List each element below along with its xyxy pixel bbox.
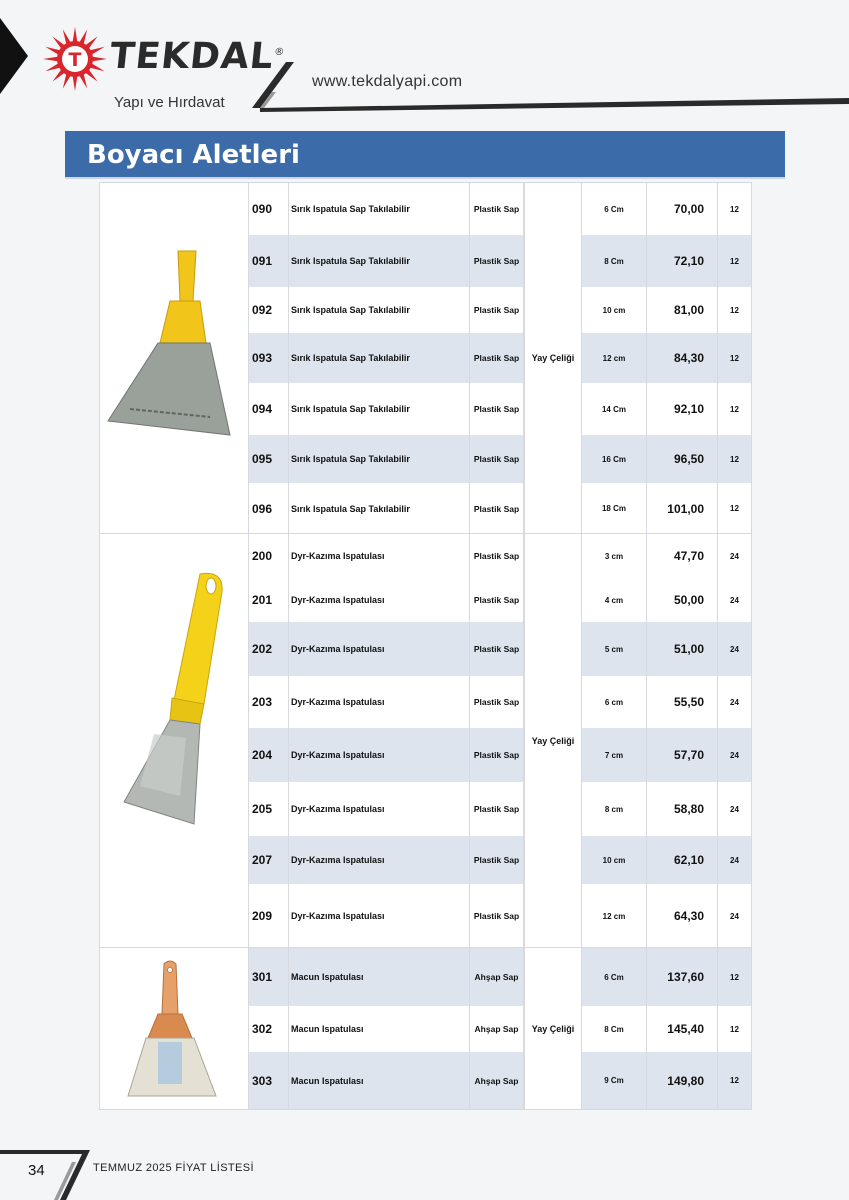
box-quantity: 12 xyxy=(730,454,739,464)
blade-size: 6 Cm xyxy=(582,948,647,1006)
brand-name: TEKDAL® xyxy=(107,36,286,77)
blade-size: 6 cm xyxy=(582,676,647,728)
page-number: 34 xyxy=(28,1162,45,1179)
price: 84,30 xyxy=(647,333,718,383)
blade-size: 8 cm xyxy=(582,782,647,836)
price-table xyxy=(99,182,752,1110)
product-code: 203 xyxy=(249,676,289,728)
table-row xyxy=(249,1052,751,1109)
price: 137,60 xyxy=(647,948,718,1006)
product-name: Sırık Ispatula Sap Takılabilir xyxy=(289,483,470,534)
product-name: Dyr-Kazıma Ispatulası xyxy=(289,534,470,578)
box-quantity: 24 xyxy=(730,804,739,814)
product-code: 207 xyxy=(249,836,289,884)
blade-size: 8 Cm xyxy=(582,1006,647,1052)
product-code: 303 xyxy=(249,1052,289,1109)
product-name: Sırık Ispatula Sap Takılabilir xyxy=(289,235,470,287)
price: 145,40 xyxy=(647,1006,718,1052)
product-name: Sırık Ispatula Sap Takılabilir xyxy=(289,333,470,383)
corner-triangle-decoration xyxy=(0,18,28,94)
table-row xyxy=(249,676,751,728)
price: 101,00 xyxy=(647,483,718,534)
box-quantity: 24 xyxy=(730,855,739,865)
product-code: 201 xyxy=(249,578,289,622)
price: 50,00 xyxy=(647,578,718,622)
handle-type: Plastik Sap xyxy=(470,782,524,836)
blade-size: 6 Cm xyxy=(582,183,647,235)
handle-type: Plastik Sap xyxy=(470,435,524,483)
handle-type: Plastik Sap xyxy=(470,183,524,235)
product-group-macun-ispatulasi xyxy=(100,948,751,1109)
product-name: Dyr-Kazıma Ispatulası xyxy=(289,676,470,728)
material-cell: Yay Çeliği xyxy=(524,534,582,947)
handle-type: Plastik Sap xyxy=(470,287,524,333)
price: 149,80 xyxy=(647,1052,718,1109)
product-image-kazima-ispatulasi xyxy=(100,534,249,947)
website-link[interactable]: www.tekdalyapi.com xyxy=(312,73,463,90)
box-quantity: 12 xyxy=(730,256,739,266)
product-name: Dyr-Kazıma Ispatulası xyxy=(289,622,470,676)
table-row xyxy=(249,622,751,676)
price: 62,10 xyxy=(647,836,718,884)
table-row xyxy=(249,483,751,534)
box-quantity: 12 xyxy=(730,404,739,414)
handle-type: Ahşap Sap xyxy=(470,1006,524,1052)
box-quantity: 24 xyxy=(730,697,739,707)
section-title-band xyxy=(65,131,785,179)
box-quantity: 12 xyxy=(730,504,739,513)
blade-size: 10 cm xyxy=(582,287,647,333)
product-code: 094 xyxy=(249,383,289,435)
table-row xyxy=(249,333,751,383)
price: 92,10 xyxy=(647,383,718,435)
blade-size: 8 Cm xyxy=(582,235,647,287)
table-row xyxy=(249,383,751,435)
product-name: Dyr-Kazıma Ispatulası xyxy=(289,578,470,622)
price: 58,80 xyxy=(647,782,718,836)
product-code: 200 xyxy=(249,534,289,578)
table-row xyxy=(249,948,751,1006)
price: 81,00 xyxy=(647,287,718,333)
box-quantity: 12 xyxy=(730,1076,739,1085)
section-title: Boyacı Aletleri xyxy=(87,140,300,170)
table-row xyxy=(249,287,751,333)
price: 57,70 xyxy=(647,728,718,782)
product-name: Dyr-Kazıma Ispatulası xyxy=(289,884,470,948)
blade-size: 12 cm xyxy=(582,333,647,383)
product-code: 092 xyxy=(249,287,289,333)
price: 70,00 xyxy=(647,183,718,235)
product-code: 096 xyxy=(249,483,289,534)
product-name: Sırık Ispatula Sap Takılabilir xyxy=(289,287,470,333)
box-quantity: 24 xyxy=(730,750,739,760)
blade-size: 14 Cm xyxy=(582,383,647,435)
handle-type: Plastik Sap xyxy=(470,235,524,287)
box-quantity: 24 xyxy=(730,595,739,605)
product-image-sirik-ispatula xyxy=(100,183,249,533)
product-name: Macun Ispatulası xyxy=(289,1052,470,1109)
box-quantity: 24 xyxy=(730,551,739,561)
product-code: 204 xyxy=(249,728,289,782)
table-row xyxy=(249,884,751,948)
table-row xyxy=(249,836,751,884)
handle-type: Plastik Sap xyxy=(470,383,524,435)
blade-size: 9 Cm xyxy=(582,1052,647,1109)
blade-size: 10 cm xyxy=(582,836,647,884)
blade-size: 16 Cm xyxy=(582,435,647,483)
handle-type: Plastik Sap xyxy=(470,333,524,383)
svg-text:T: T xyxy=(68,49,82,71)
handle-type: Plastik Sap xyxy=(470,534,524,578)
table-row xyxy=(249,235,751,287)
handle-type: Plastik Sap xyxy=(470,676,524,728)
product-name: Sırık Ispatula Sap Takılabilir xyxy=(289,183,470,235)
product-name: Sırık Ispatula Sap Takılabilir xyxy=(289,383,470,435)
handle-type: Plastik Sap xyxy=(470,884,524,948)
blade-size: 3 cm xyxy=(582,534,647,578)
product-code: 209 xyxy=(249,884,289,948)
price: 55,50 xyxy=(647,676,718,728)
product-name: Dyr-Kazıma Ispatulası xyxy=(289,782,470,836)
blade-size: 4 cm xyxy=(582,578,647,622)
box-quantity: 12 xyxy=(730,353,739,363)
price: 51,00 xyxy=(647,622,718,676)
product-image-macun-ispatulasi xyxy=(100,948,249,1109)
product-code: 090 xyxy=(249,183,289,235)
handle-type: Plastik Sap xyxy=(470,622,524,676)
product-name: Macun Ispatulası xyxy=(289,1006,470,1052)
box-quantity: 24 xyxy=(730,644,739,654)
blade-size: 5 cm xyxy=(582,622,647,676)
handle-type: Ahşap Sap xyxy=(470,948,524,1006)
product-group-sirik-ispatula xyxy=(100,183,751,534)
handle-type: Plastik Sap xyxy=(470,728,524,782)
blade-size: 18 Cm xyxy=(582,483,647,534)
product-code: 202 xyxy=(249,622,289,676)
product-name: Sırık Ispatula Sap Takılabilir xyxy=(289,435,470,483)
price: 72,10 xyxy=(647,235,718,287)
product-code: 302 xyxy=(249,1006,289,1052)
box-quantity: 12 xyxy=(730,972,739,982)
product-name: Dyr-Kazıma Ispatulası xyxy=(289,728,470,782)
material-cell: Yay Çeliği xyxy=(524,948,582,1109)
product-name: Dyr-Kazıma Ispatulası xyxy=(289,836,470,884)
blade-size: 12 cm xyxy=(582,884,647,948)
table-row xyxy=(249,183,751,235)
header-swoosh-line xyxy=(250,62,849,112)
table-row xyxy=(249,435,751,483)
table-row xyxy=(249,534,751,578)
handle-type: Ahşap Sap xyxy=(470,1052,524,1109)
box-quantity: 12 xyxy=(730,1024,739,1034)
table-row xyxy=(249,728,751,782)
footer-swoosh xyxy=(0,1148,90,1200)
table-row xyxy=(249,782,751,836)
price: 96,50 xyxy=(647,435,718,483)
price: 47,70 xyxy=(647,534,718,578)
box-quantity: 12 xyxy=(730,204,739,214)
product-code: 301 xyxy=(249,948,289,1006)
table-row xyxy=(249,578,751,622)
tekdal-sun-logo-icon xyxy=(42,26,108,92)
handle-type: Plastik Sap xyxy=(470,483,524,534)
handle-type: Plastik Sap xyxy=(470,836,524,884)
product-code: 095 xyxy=(249,435,289,483)
footer-price-list-title: TEMMUZ 2025 FİYAT LİSTESİ xyxy=(93,1162,254,1174)
product-code: 091 xyxy=(249,235,289,287)
product-name: Macun Ispatulası xyxy=(289,948,470,1006)
handle-type: Plastik Sap xyxy=(470,578,524,622)
box-quantity: 12 xyxy=(730,305,739,315)
material-cell: Yay Çeliği xyxy=(524,183,582,533)
table-row xyxy=(249,1006,751,1052)
product-code: 205 xyxy=(249,782,289,836)
blade-size: 7 cm xyxy=(582,728,647,782)
price: 64,30 xyxy=(647,884,718,948)
product-group-kazima-ispatulasi xyxy=(100,534,751,948)
brand-tagline: Yapı ve Hırdavat xyxy=(114,94,225,111)
box-quantity: 24 xyxy=(730,911,739,921)
product-code: 093 xyxy=(249,333,289,383)
